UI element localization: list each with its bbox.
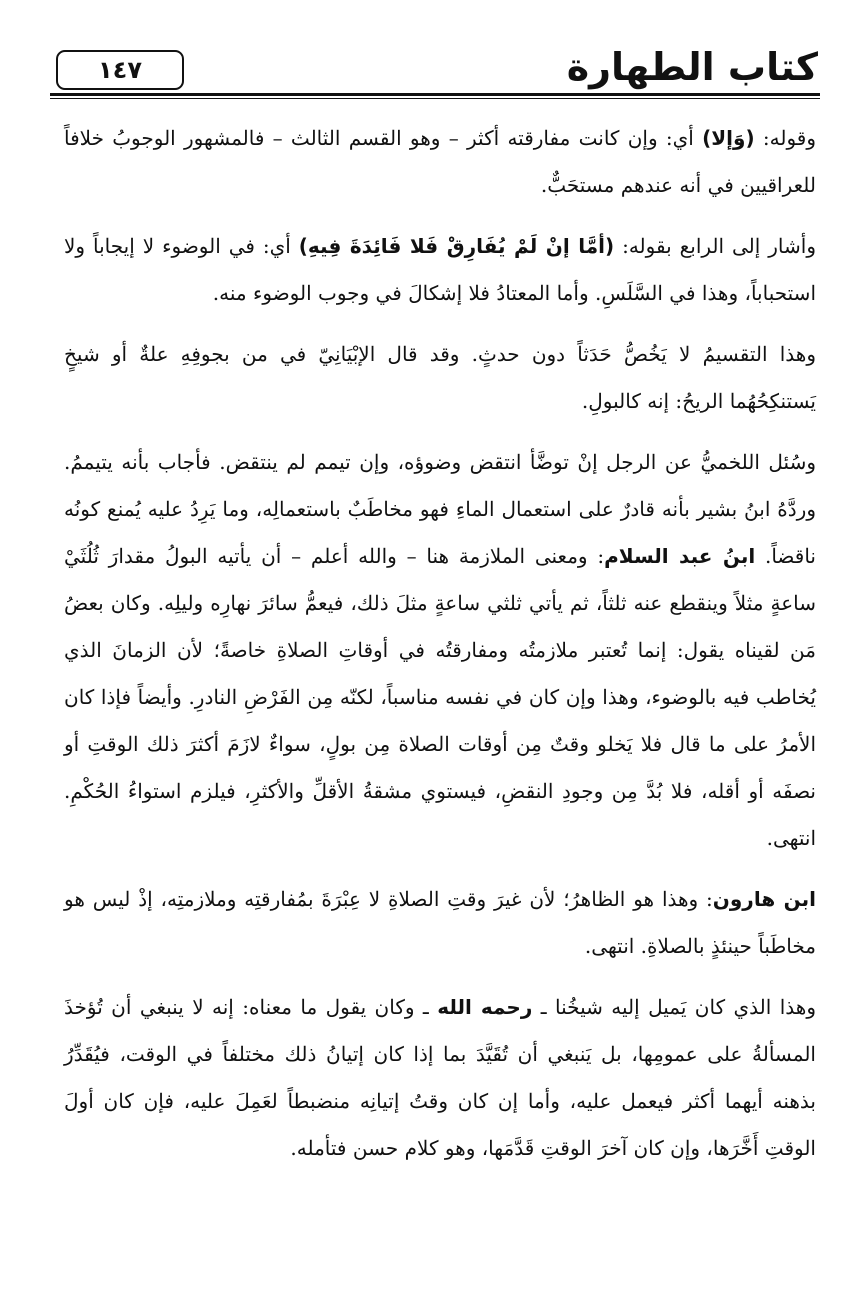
paragraph-text: وقوله: xyxy=(754,126,816,150)
paragraph-3 xyxy=(64,331,816,425)
paragraph-text: : ومعنى الملازمة هنا – والله أعلم – أن يأتيه البولُ مقدارَ ثُلُثَيْ ساعةٍ مثلاً وينقطع عنه ثلثاً، ثم يأتي ثلثي ساعةٍ مثلَ ذلك، فيعمُّ سائرَ نهارِه وليلِه. وكان بعضُ مَن لقيناه يقول: إنما تُعتبر ملازمتُه ومفارقتُه في أوقاتِ الصلاةِ خاصةً؛ لأن الزمانَ الذي يُخاطب فيه بالوضوء، وهذا وإن كان في نفسه مناسباً، لكنّه مِن الفَرْضِ النادرِ. وأيضاً فإذا كان الأمرُ على ما قال فلا يَخلو وقتٌ مِن أوقات الصلاة مِن بولٍ، سواءٌ لازَمَ أكثرَ ذلك الوقتِ أو نصفَه أو أقله، فلا بُدَّ مِن وجودِ النقضِ، فيستوي مشقةُ الأقلِّ والأكثرِ، فيلزم استواءُ الحُكْمِ. انتهى. xyxy=(64,544,816,850)
header-rule-thin xyxy=(50,98,820,99)
paragraph-text: وأشار إلى الرابع بقوله: xyxy=(614,234,816,258)
paragraph-text: وسُئل اللخميُّ عن الرجل إنْ توضَّأ انتقض وضوؤه، وإن تيمم لم ينتقض. فأجاب بأنه يتيممُ. وردَّهُ ابنُ بشير بأنه قادرٌ على استعمال الماءِ فهو مخاطَبٌ باستعمالِه، وما يَرِدُ عليه يُمنع كونُه ناقضاً. xyxy=(64,450,817,568)
honorific: رحمه الله xyxy=(437,995,533,1019)
paragraph-5 xyxy=(64,876,816,970)
paragraph-6 xyxy=(64,984,816,1172)
paragraph-text: وهذا التقسيمُ لا يَخُصُّ حَدَثاً دون حدثٍ. وقد قال الإبْيَانِيّ في من بجوفِهِ علةٌ أو شيخٍ يَستنكِحُهُما الريحُ: إنه كالبولِ. xyxy=(64,342,816,413)
paragraph-text: وهذا الذي كان يَميل إليه شيخُنا ـ xyxy=(532,995,816,1019)
paragraph-1 xyxy=(64,115,816,209)
chapter-title: كتاب الطهارة xyxy=(566,45,818,89)
paragraph-text: أي: وإن كانت مفارقته أكثر – وهو القسم الثالث – فالمشهور الوجوبُ خلافاً للعراقيين في أنه عندهم مستحَبٌّ. xyxy=(64,126,816,197)
paragraph-text: ـ وكان يقول ما معناه: إنه لا ينبغي أن تُؤخذَ المسألةُ على عمومِها، بل يَنبغي أن تُقَيَّدَ بما إذا كان إتيانُ ذلك مختلفاً في الوقت، فيُقَدِّرُ بذهنه أيهما أكثر فيعمل عليه، وأما إن كان وقتُ إتيانِه منضبطاً لعَمِلَ عليه، فإن كان أولَ الوقتِ أَخَّرَها، وإن كان آخرَ الوقتِ قَدَّمَها، وهو كلام حسن فتأمله. xyxy=(64,995,816,1160)
quoted-term: (أمَّا إنْ لَمْ يُفَارِقْ فَلا فَائِدَةَ فِيهِ) xyxy=(298,234,615,258)
paragraph-text: : وهذا هو الظاهرُ؛ لأن غيرَ وقتِ الصلاةِ لا عِبْرَةَ بمُفارقتِه وملازمتِه، إذْ ليس هو مخاطَباً حينئذٍ بالصلاةِ. انتهى. xyxy=(64,887,816,958)
paragraph-4 xyxy=(64,439,816,862)
page-header xyxy=(50,44,820,100)
quoted-name: ابنُ عبد السلام xyxy=(604,544,756,568)
page-number-box xyxy=(56,50,184,90)
paragraph-text: أي: في الوضوء لا إيجاباً ولا استحباباً، وهذا في السَّلَسِ. وأما المعتادُ فلا إشكالَ في وجوب الوضوء منه. xyxy=(64,234,816,305)
body-text xyxy=(64,115,816,1186)
quoted-term: (وَإلا) xyxy=(702,126,755,150)
paragraph-2 xyxy=(64,223,816,317)
header-rule-thick xyxy=(50,93,820,96)
page-number: ١٤٧ xyxy=(98,56,142,84)
quoted-name: ابن هارون xyxy=(712,887,817,911)
